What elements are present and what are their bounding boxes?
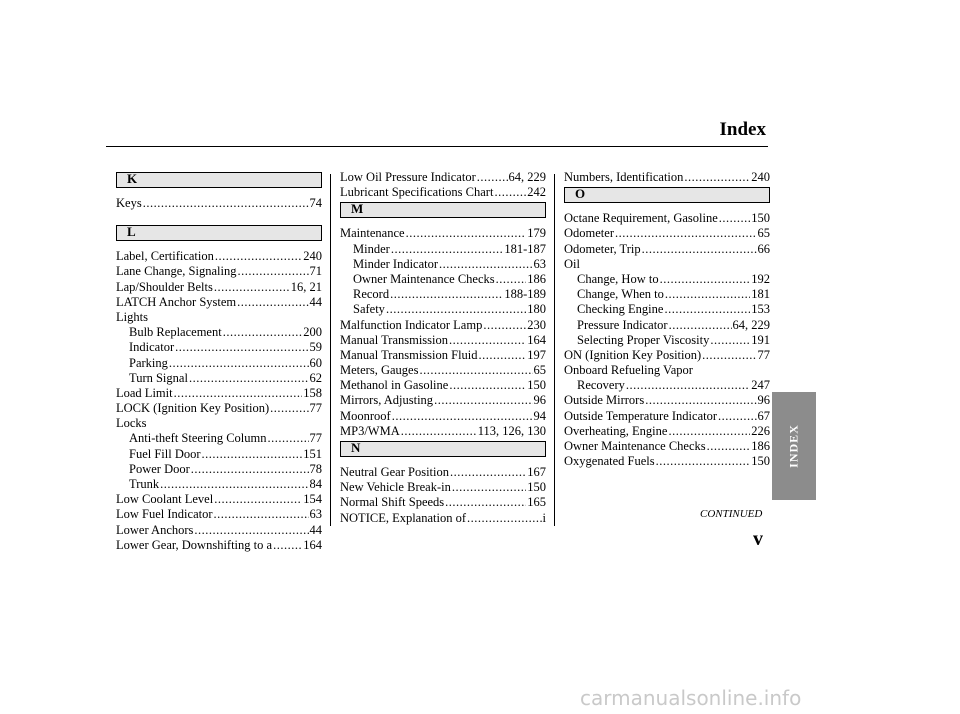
index-entry[interactable]	[116, 523, 322, 538]
entry-label: LOCK (Ignition Key Position)	[116, 401, 270, 416]
entry-page: 77	[757, 347, 770, 362]
entry-label: Outside Temperature Indicator	[564, 408, 718, 423]
entry-label: Recovery	[577, 378, 625, 393]
index-entry[interactable]	[340, 318, 546, 333]
entry-label: Mirrors, Adjusting	[340, 393, 434, 408]
index-subentry[interactable]	[116, 325, 322, 340]
column-divider	[554, 174, 555, 526]
entry-page: 242	[527, 185, 546, 200]
entry-label: Change, When to	[577, 287, 664, 302]
entry-label: Bulb Replacement	[129, 325, 222, 340]
leader-dots	[645, 393, 756, 408]
entry-label: MP3/WMA	[340, 423, 400, 438]
entry-page: 181-187	[504, 241, 546, 256]
leader-dots	[175, 340, 308, 355]
entry-page: 150	[751, 211, 770, 226]
watermark: carmanualsonline.info	[580, 686, 802, 710]
leader-dots	[401, 424, 477, 439]
entry-label: Maintenance	[340, 226, 405, 241]
section-letter: N	[351, 440, 361, 455]
entry-label: Owner Maintenance Checks	[353, 271, 495, 286]
entry-label: Overheating, Engine	[564, 423, 668, 438]
entry-label: Neutral Gear Position	[340, 465, 450, 479]
entry-label: LATCH Anchor System	[116, 294, 237, 309]
entry-label: Checking Engine	[577, 302, 664, 317]
index-entry[interactable]	[116, 401, 322, 416]
entry-page: 94	[533, 408, 546, 423]
entry-label: Keys	[116, 196, 142, 210]
entry-page: i	[542, 510, 546, 525]
index-subentry[interactable]	[340, 302, 546, 317]
section-header	[340, 441, 546, 457]
entry-label: Oil	[564, 256, 580, 271]
leader-dots	[169, 356, 309, 371]
column-divider	[330, 174, 331, 526]
index-entry	[564, 257, 770, 272]
entry-label: Low Fuel Indicator	[116, 507, 213, 522]
entry-page: 247	[751, 378, 770, 393]
leader-dots	[273, 538, 302, 553]
index-column-3	[564, 170, 770, 469]
index-entry[interactable]	[340, 378, 546, 393]
leader-dots	[390, 287, 503, 302]
index-side-tab[interactable]	[772, 392, 816, 500]
entry-label: Power Door	[129, 461, 190, 476]
entry-label: Pressure Indicator	[577, 317, 668, 332]
entry-page: 226	[751, 423, 770, 438]
index-entry	[116, 310, 322, 325]
entry-page: 65	[533, 363, 546, 378]
entry-page: 153	[751, 302, 770, 317]
entry-page: 44	[309, 522, 322, 537]
leader-dots	[477, 170, 508, 185]
leader-dots	[707, 439, 751, 454]
index-entry[interactable]	[340, 170, 546, 185]
entry-page: 197	[527, 347, 546, 362]
index-subentry[interactable]	[116, 340, 322, 355]
index-entry[interactable]	[116, 507, 322, 522]
index-entry[interactable]	[340, 465, 546, 480]
leader-dots	[215, 249, 302, 264]
entry-page: 164	[303, 537, 322, 552]
entry-label: Moonroof	[340, 408, 391, 423]
entry-label: Odometer, Trip	[564, 241, 641, 256]
leader-dots	[214, 507, 309, 522]
index-entry[interactable]	[564, 170, 770, 185]
entry-page: 150	[527, 480, 546, 495]
leader-dots	[392, 409, 533, 424]
entry-page: 63	[309, 507, 322, 522]
entry-page: 240	[303, 249, 322, 264]
index-entry[interactable]	[564, 348, 770, 363]
entry-page: 64, 229	[732, 317, 770, 332]
entry-page: 16, 21	[290, 279, 322, 294]
entry-page: 66	[757, 241, 770, 256]
index-entry[interactable]	[116, 196, 322, 211]
index-subentry[interactable]	[340, 242, 546, 257]
index-subentry[interactable]	[564, 302, 770, 317]
leader-dots	[450, 465, 526, 480]
entry-page: 150	[751, 454, 770, 469]
index-entry	[564, 363, 770, 378]
entry-label: Low Coolant Level	[116, 492, 214, 507]
entry-label: Anti-theft Steering Column	[129, 431, 267, 446]
section-letter: L	[127, 224, 136, 240]
index-entry[interactable]	[564, 242, 770, 257]
index-entry[interactable]	[564, 454, 770, 469]
entry-label: Malfunction Indicator Lamp	[340, 317, 483, 332]
entry-page: 65	[757, 226, 770, 241]
entry-page: 150	[527, 378, 546, 393]
entry-label: Onboard Refueling Vapor	[564, 363, 693, 378]
index-entry[interactable]	[116, 280, 322, 295]
leader-dots	[684, 170, 750, 185]
index-subentry[interactable]	[116, 371, 322, 386]
entry-page: 96	[757, 393, 770, 408]
entry-page: 164	[527, 332, 546, 347]
entry-label: Lane Change, Signaling	[116, 264, 237, 279]
spacer	[116, 211, 322, 223]
entry-page: 192	[751, 271, 770, 286]
index-entry[interactable]	[564, 393, 770, 408]
leader-dots	[660, 272, 751, 287]
entry-label: Indicator	[129, 340, 175, 355]
entry-page: 63	[533, 256, 546, 271]
entry-page: 181	[751, 287, 770, 302]
leader-dots	[668, 424, 750, 439]
entry-page: 200	[303, 325, 322, 340]
index-entry[interactable]	[116, 386, 322, 401]
entry-label: Change, How to	[577, 271, 659, 286]
section-letter: K	[127, 171, 138, 186]
section-header	[116, 225, 322, 241]
entry-label: NOTICE, Explanation of	[340, 510, 467, 525]
entry-page: 113, 126, 130	[477, 423, 546, 438]
entry-page: 77	[309, 401, 322, 416]
entry-label: Lower Anchors	[116, 522, 194, 537]
index-subentry[interactable]	[564, 287, 770, 302]
index-subentry[interactable]	[340, 257, 546, 272]
index-subentry[interactable]	[564, 272, 770, 287]
index-subentry[interactable]	[564, 318, 770, 333]
entry-page: 60	[309, 355, 322, 370]
index-subentry[interactable]	[116, 462, 322, 477]
entry-label: Lap/Shoulder Belts	[116, 279, 213, 294]
entry-label: Minder	[353, 241, 390, 256]
entry-label: Oxygenated Fuels	[564, 454, 655, 469]
index-subentry[interactable]	[340, 272, 546, 287]
index-column-2	[340, 170, 546, 526]
index-subentry[interactable]	[116, 356, 322, 371]
entry-label: Trunk	[129, 477, 160, 491]
leader-dots	[267, 431, 308, 446]
index-entry[interactable]	[116, 264, 322, 279]
entry-page: 186	[527, 271, 546, 286]
index-subentry[interactable]	[116, 477, 322, 492]
index-entry[interactable]	[564, 439, 770, 454]
leader-dots	[702, 348, 756, 363]
section-header	[340, 202, 546, 218]
entry-page: 67	[757, 408, 770, 423]
entry-page: 78	[309, 461, 322, 476]
leader-dots	[467, 511, 542, 526]
leader-dots	[434, 393, 532, 408]
index-entry[interactable]	[116, 492, 322, 507]
entry-page: 77	[309, 431, 322, 446]
entry-page: 191	[751, 332, 770, 347]
entry-page: 179	[527, 226, 546, 241]
entry-label: Minder Indicator	[353, 256, 439, 271]
entry-page: 44	[309, 294, 322, 309]
entry-label: Odometer	[564, 226, 614, 241]
section-header	[116, 172, 322, 188]
entry-label: Label, Certification	[116, 249, 214, 264]
entry-page: 186	[751, 439, 770, 453]
leader-dots	[214, 492, 302, 507]
leader-dots	[494, 185, 526, 200]
leader-dots	[483, 318, 526, 333]
entry-page: 240	[751, 170, 770, 184]
leader-dots	[718, 409, 756, 424]
page-title: Index	[719, 119, 766, 140]
index-entry[interactable]	[340, 393, 546, 408]
entry-page: 151	[303, 446, 322, 461]
leader-dots	[237, 295, 308, 310]
entry-label: Selecting Proper Viscosity	[577, 332, 710, 347]
index-subentry[interactable]	[564, 333, 770, 348]
index-subentry[interactable]	[116, 447, 322, 462]
entry-label: Lubricant Specifications Chart	[340, 185, 494, 200]
entry-label: Fuel Fill Door	[129, 446, 201, 461]
leader-dots	[445, 495, 526, 510]
entry-label: Manual Transmission Fluid	[340, 347, 478, 362]
leader-dots	[665, 287, 750, 302]
entry-page: 62	[309, 370, 322, 385]
side-tab-label: INDEX	[786, 424, 801, 468]
entry-label: Numbers, Identification	[564, 170, 684, 184]
continued-note: CONTINUED	[700, 508, 763, 520]
section-letter: O	[575, 186, 586, 202]
entry-label: Octane Requirement, Gasoline	[564, 211, 718, 226]
entry-page: 71	[309, 264, 322, 279]
leader-dots	[223, 325, 303, 340]
leader-dots	[719, 211, 750, 226]
leader-dots	[710, 333, 750, 348]
entry-label: Load Limit	[116, 385, 173, 400]
leader-dots	[191, 462, 309, 477]
title-rule	[106, 146, 768, 147]
leader-dots	[189, 371, 309, 386]
leader-dots	[160, 477, 308, 492]
section-header	[564, 187, 770, 203]
index-entry[interactable]	[564, 226, 770, 241]
entry-label: Record	[353, 287, 390, 302]
index-entry[interactable]	[116, 295, 322, 310]
index-entry[interactable]	[340, 363, 546, 378]
entry-label: Outside Mirrors	[564, 393, 645, 408]
leader-dots	[669, 318, 732, 333]
index-subentry[interactable]	[116, 431, 322, 446]
leader-dots	[202, 447, 303, 462]
entry-page: 180	[527, 302, 546, 317]
entry-label: Low Oil Pressure Indicator	[340, 170, 476, 184]
index-entry[interactable]	[340, 480, 546, 495]
leader-dots	[419, 363, 532, 378]
leader-dots	[496, 272, 527, 287]
index-subentry[interactable]	[564, 378, 770, 393]
entry-label: Locks	[116, 416, 147, 431]
index-entry[interactable]	[564, 409, 770, 424]
leader-dots	[615, 226, 757, 241]
leader-dots	[386, 302, 526, 317]
leader-dots	[642, 242, 757, 257]
entry-label: Safety	[353, 302, 385, 317]
leader-dots	[270, 401, 308, 416]
index-entry[interactable]	[340, 348, 546, 363]
leader-dots	[449, 378, 526, 393]
entry-label: Parking	[129, 355, 168, 370]
index-entry[interactable]	[340, 495, 546, 510]
leader-dots	[656, 454, 751, 469]
entry-page: 59	[309, 340, 322, 355]
index-entry[interactable]	[340, 226, 546, 241]
leader-dots	[406, 226, 527, 241]
index-entry[interactable]	[340, 511, 546, 526]
leader-dots	[214, 280, 290, 295]
entry-label: Lights	[116, 309, 148, 324]
entry-page: 188-189	[504, 287, 546, 302]
leader-dots	[439, 257, 532, 272]
entry-page: 154	[303, 492, 322, 507]
index-entry[interactable]	[564, 424, 770, 439]
section-letter: M	[351, 201, 364, 217]
entry-page: 165	[527, 495, 546, 510]
index-entry[interactable]	[116, 249, 322, 264]
index-entry[interactable]	[340, 333, 546, 348]
index-subentry[interactable]	[340, 287, 546, 302]
index-entry[interactable]	[340, 185, 546, 200]
entry-label: New Vehicle Break-in	[340, 480, 451, 495]
leader-dots	[452, 480, 526, 495]
leader-dots	[143, 196, 309, 211]
index-entry	[116, 416, 322, 431]
index-entry[interactable]	[340, 409, 546, 424]
entry-page: 158	[303, 385, 322, 400]
index-entry[interactable]	[564, 211, 770, 226]
entry-label: ON (Ignition Key Position)	[564, 347, 702, 362]
entry-label: Owner Maintenance Checks	[564, 439, 706, 453]
leader-dots	[626, 378, 750, 393]
entry-label: Normal Shift Speeds	[340, 495, 445, 510]
entry-page: 84	[309, 477, 322, 491]
leader-dots	[479, 348, 527, 363]
entry-page: 167	[527, 465, 546, 479]
entry-page: 64, 229	[508, 170, 546, 184]
index-entry[interactable]	[340, 424, 546, 439]
index-column-1	[116, 170, 322, 553]
leader-dots	[664, 302, 750, 317]
entry-label: Turn Signal	[129, 370, 188, 385]
page-number: v	[753, 528, 763, 550]
entry-label: Lower Gear, Downshifting to a	[116, 537, 273, 552]
entry-page: 230	[527, 317, 546, 332]
entry-page: 96	[533, 393, 546, 408]
entry-label: Meters, Gauges	[340, 363, 419, 378]
leader-dots	[449, 333, 526, 348]
leader-dots	[174, 386, 303, 401]
entry-label: Manual Transmission	[340, 332, 449, 347]
leader-dots	[391, 242, 504, 257]
leader-dots	[237, 264, 308, 279]
index-entry[interactable]	[116, 538, 322, 553]
leader-dots	[194, 523, 308, 538]
entry-page: 74	[309, 196, 322, 210]
entry-label: Methanol in Gasoline	[340, 378, 449, 393]
